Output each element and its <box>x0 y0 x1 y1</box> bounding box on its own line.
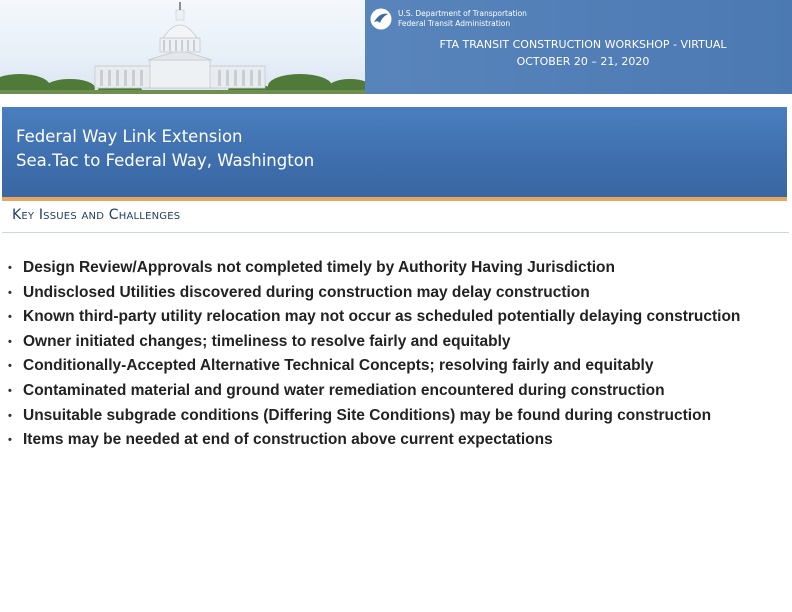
list-item <box>8 256 783 281</box>
list-item-text: Undisclosed Utilities discovered during construction may delay construction <box>23 283 590 301</box>
bullet-icon: • <box>8 262 12 274</box>
bullet-icon: • <box>8 311 12 324</box>
bullet-icon: • <box>8 409 12 422</box>
list-item <box>8 354 783 379</box>
list-item-text: Contaminated material and ground water remediation encountered during construction <box>23 381 665 399</box>
list-item <box>8 379 783 404</box>
section-divider <box>2 232 789 233</box>
agency-block <box>370 4 527 34</box>
dot-logo-icon <box>370 8 392 30</box>
agency-line-2: Federal Transit Administration <box>398 19 511 28</box>
bullet-icon: • <box>8 335 12 348</box>
list-item-text: Conditionally-Accepted Alternative Technical Concepts; resolving fairly and equitably <box>23 357 654 375</box>
title-band-accent <box>2 197 787 201</box>
header-banner <box>0 0 792 94</box>
bullet-icon: • <box>8 360 12 373</box>
agency-line-1: U.S. Department of Transportation <box>398 9 527 18</box>
list-item <box>8 330 783 355</box>
list-item <box>8 428 783 453</box>
capitol-image <box>0 0 365 94</box>
issues-list <box>8 256 783 453</box>
list-item-text: Design Review/Approvals not completed timely by Authority Having Jurisdiction <box>23 259 615 276</box>
list-item-text: Items may be needed at end of construction above current expectations <box>23 431 553 449</box>
bullet-icon: • <box>8 434 12 447</box>
list-item <box>8 305 783 330</box>
list-item-text: Unsuitable subgrade conditions (Differing Site Conditions) may be found during construction <box>23 406 712 424</box>
list-item-text: Owner initiated changes; timeliness to resolve fairly and equitably <box>23 332 511 350</box>
workshop-line-1: FTA TRANSIT CONSTRUCTION WORKSHOP - VIRTUAL <box>439 38 727 51</box>
section-heading: Key Issues and Challenges <box>12 207 181 223</box>
list-item-text: Known third-party utility relocation may not occur as scheduled potentially delaying construction <box>23 308 741 326</box>
capitol-building-icon <box>0 0 365 94</box>
list-item <box>8 281 783 306</box>
bullet-icon: • <box>8 384 12 397</box>
workshop-line-2: OCTOBER 20 – 21, 2020 <box>516 55 650 68</box>
slide-title <box>16 125 314 173</box>
list-item <box>8 404 783 429</box>
workshop-title <box>378 36 788 70</box>
bullet-icon: • <box>8 286 12 299</box>
slide-title-line-2: Sea.Tac to Federal Way, Washington <box>16 151 315 170</box>
slide-title-line-1: Federal Way Link Extension <box>16 127 243 146</box>
